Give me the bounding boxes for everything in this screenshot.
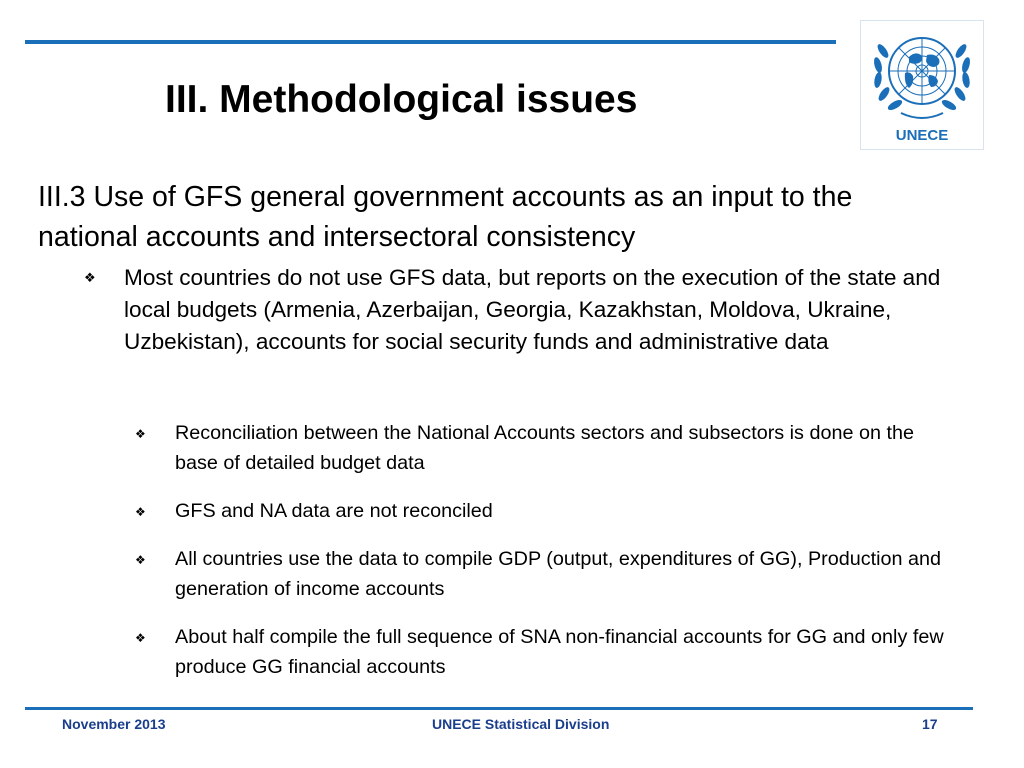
bullet-diamond-icon: ❖: [135, 505, 146, 519]
sub-bullet: [135, 544, 955, 604]
un-emblem-icon: [861, 21, 983, 125]
sub-bullet-text: Reconciliation between the National Accounts sectors and subsectors is done on the base of detailed budget data: [175, 422, 914, 474]
unece-logo: [860, 20, 984, 150]
sub-bullet-text: GFS and NA data are not reconciled: [175, 500, 493, 522]
main-bullet-text: Most countries do not use GFS data, but reports on the execution of the state and local budgets (Armenia, Azerbaijan, Georgia, Kazakhstan, Moldova, Ukraine, Uzbekistan), accounts for social security funds and administrative data: [124, 265, 941, 354]
bullet-diamond-icon: ❖: [84, 271, 96, 286]
slide-subtitle: III.3 Use of GFS general government accounts as an input to the national accounts and intersectoral consistency: [38, 181, 853, 253]
bottom-rule: [25, 707, 973, 710]
logo-label: UNECE: [895, 127, 949, 144]
footer-page-number: 17: [922, 716, 938, 732]
top-rule: [25, 40, 836, 44]
sub-bullet: [135, 622, 955, 682]
bullet-diamond-icon: ❖: [135, 631, 146, 645]
main-bullet: [84, 262, 964, 358]
bullet-diamond-icon: ❖: [135, 427, 146, 441]
slide-title: III. Methodological issues: [165, 78, 638, 121]
footer-date: November 2013: [62, 716, 166, 732]
sub-bullet: [135, 418, 955, 478]
sub-bullet-text: About half compile the full sequence of SNA non-financial accounts for GG and only few produce GG financial accounts: [175, 626, 944, 678]
footer-organization: UNECE Statistical Division: [432, 716, 610, 732]
sub-bullet-text: All countries use the data to compile GDP (output, expenditures of GG), Production and generation of income accounts: [175, 548, 942, 600]
sub-bullet: [135, 496, 955, 526]
bullet-diamond-icon: ❖: [135, 553, 146, 567]
